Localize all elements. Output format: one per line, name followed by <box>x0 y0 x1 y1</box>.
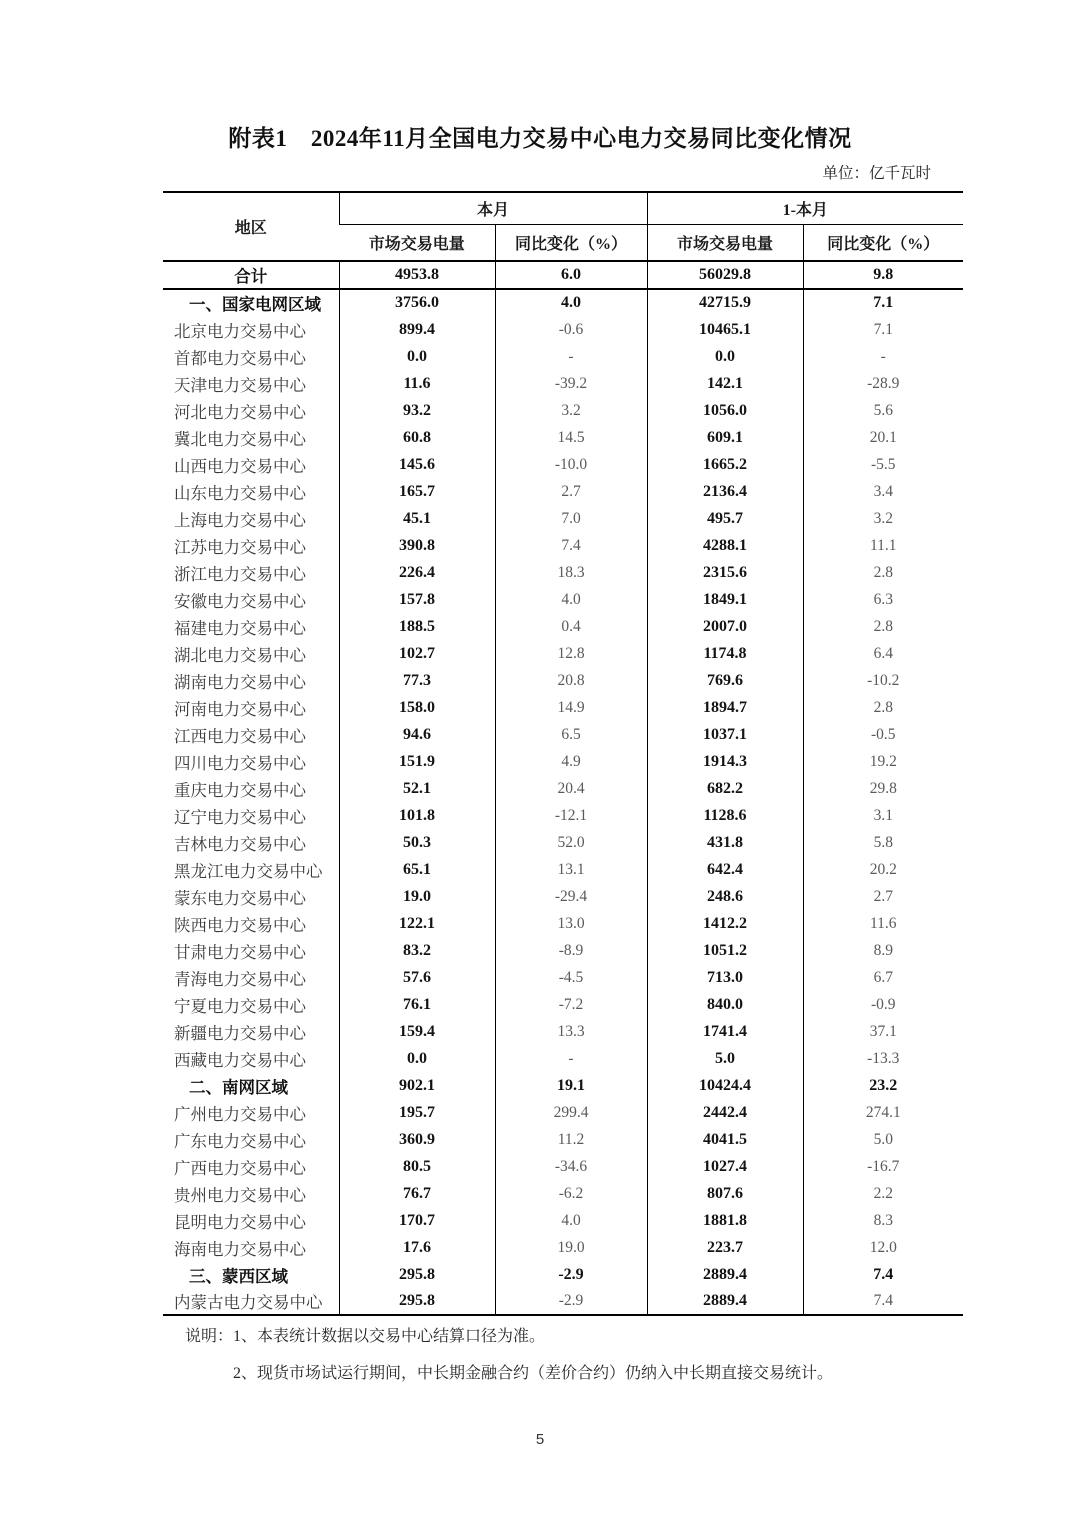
table-row <box>163 721 963 748</box>
region-name: 甘肃电力交易中心 <box>174 942 306 962</box>
volume-value: 10424.4 <box>647 1072 803 1099</box>
volume-value: 807.6 <box>647 1180 803 1207</box>
volume-value: 159.4 <box>339 1018 495 1045</box>
region-name: 青海电力交易中心 <box>174 969 306 989</box>
yoy-value: -34.6 <box>495 1153 647 1180</box>
table-row <box>163 1045 963 1072</box>
region-name: 黑龙江电力交易中心 <box>174 861 323 881</box>
yoy-value: 20.1 <box>803 424 963 451</box>
yoy-value: -5.5 <box>803 451 963 478</box>
volume-value: 899.4 <box>339 316 495 343</box>
yoy-value: 23.2 <box>803 1072 963 1099</box>
volume-value: 1174.8 <box>647 640 803 667</box>
yoy-value: -39.2 <box>495 370 647 397</box>
volume-value: 60.8 <box>339 424 495 451</box>
region-name: 湖北电力交易中心 <box>174 645 306 665</box>
volume-value: 495.7 <box>647 505 803 532</box>
table-row <box>163 667 963 694</box>
yoy-value: -0.5 <box>803 721 963 748</box>
region-name: 上海电力交易中心 <box>174 510 306 530</box>
region-name: 山西电力交易中心 <box>174 456 306 476</box>
volume-value: 769.6 <box>647 667 803 694</box>
volume-value: 1914.3 <box>647 748 803 775</box>
volume-value: 19.0 <box>339 883 495 910</box>
yoy-value: -12.1 <box>495 802 647 829</box>
volume-value: 170.7 <box>339 1207 495 1234</box>
yoy-value: 6.3 <box>803 586 963 613</box>
region-name: 冀北电力交易中心 <box>174 429 306 449</box>
volume-value: 158.0 <box>339 694 495 721</box>
yoy-value: 2.2 <box>803 1180 963 1207</box>
volume-value: 226.4 <box>339 559 495 586</box>
region-name: 河北电力交易中心 <box>174 402 306 422</box>
table-row <box>163 370 963 397</box>
yoy-value: -6.2 <box>495 1180 647 1207</box>
table-row <box>163 343 963 370</box>
region-name: 安徽电力交易中心 <box>174 591 306 611</box>
region-name: 浙江电力交易中心 <box>174 564 306 584</box>
yoy-value: 20.2 <box>803 856 963 883</box>
volume-value: 609.1 <box>647 424 803 451</box>
yoy-value: 9.8 <box>803 261 963 289</box>
volume-value: 165.7 <box>339 478 495 505</box>
table-row <box>163 829 963 856</box>
column-header-volume-current: 市场交易电量 <box>339 224 495 261</box>
volume-value: 390.8 <box>339 532 495 559</box>
volume-value: 0.0 <box>647 343 803 370</box>
volume-value: 295.8 <box>339 1288 495 1315</box>
region-name: 海南电力交易中心 <box>174 1239 306 1259</box>
region-name: 二、南网区域 <box>189 1077 288 1097</box>
volume-value: 2442.4 <box>647 1099 803 1126</box>
region-name: 吉林电力交易中心 <box>174 834 306 854</box>
table-row <box>163 1234 963 1261</box>
page-number: 5 <box>535 1431 545 1448</box>
region-name: 天津电力交易中心 <box>174 375 306 395</box>
yoy-value: 0.4 <box>495 613 647 640</box>
table-row <box>163 991 963 1018</box>
volume-value: 11.6 <box>339 370 495 397</box>
yoy-value: 7.4 <box>803 1261 963 1288</box>
yoy-value: 29.8 <box>803 775 963 802</box>
volume-value: 1027.4 <box>647 1153 803 1180</box>
yoy-value: 274.1 <box>803 1099 963 1126</box>
region-name: 福建电力交易中心 <box>174 618 306 638</box>
volume-value: 2315.6 <box>647 559 803 586</box>
footnote-line-1: 说明：1、本表统计数据以交易中心结算口径为准。 <box>185 1328 546 1345</box>
table-row <box>163 910 963 937</box>
volume-value: 83.2 <box>339 937 495 964</box>
column-header-region: 地区 <box>163 192 339 261</box>
table-row <box>163 1153 963 1180</box>
yoy-value: -10.2 <box>803 667 963 694</box>
yoy-value: - <box>495 1045 647 1072</box>
volume-value: 50.3 <box>339 829 495 856</box>
volume-value: 122.1 <box>339 910 495 937</box>
table-row <box>163 964 963 991</box>
volume-value: 0.0 <box>339 343 495 370</box>
table-container <box>163 161 963 1316</box>
yoy-value: 7.0 <box>495 505 647 532</box>
table-row <box>163 640 963 667</box>
column-header-volume-cumulative: 市场交易电量 <box>647 224 803 261</box>
table-row <box>163 937 963 964</box>
yoy-value: 2.8 <box>803 613 963 640</box>
table-row <box>163 613 963 640</box>
volume-value: 223.7 <box>647 1234 803 1261</box>
region-name: 陕西电力交易中心 <box>174 915 306 935</box>
volume-value: 2007.0 <box>647 613 803 640</box>
region-name: 贵州电力交易中心 <box>174 1185 306 1205</box>
volume-value: 642.4 <box>647 856 803 883</box>
volume-value: 76.1 <box>339 991 495 1018</box>
volume-value: 1412.2 <box>647 910 803 937</box>
yoy-value: 6.0 <box>495 261 647 289</box>
column-group-cumulative: 1-本月 <box>647 192 963 224</box>
yoy-value: 19.2 <box>803 748 963 775</box>
document-page <box>0 120 1080 1527</box>
table-row <box>163 694 963 721</box>
region-name: 北京电力交易中心 <box>174 321 306 341</box>
column-header-yoy-current: 同比变化（%） <box>495 224 647 261</box>
volume-value: 1849.1 <box>647 586 803 613</box>
yoy-value: - <box>803 343 963 370</box>
volume-value: 17.6 <box>339 1234 495 1261</box>
table-row <box>163 316 963 343</box>
table-row <box>163 775 963 802</box>
table-row <box>163 1261 963 1288</box>
volume-value: 682.2 <box>647 775 803 802</box>
yoy-value: -29.4 <box>495 883 647 910</box>
yoy-value: 4.0 <box>495 1207 647 1234</box>
volume-value: 2889.4 <box>647 1288 803 1315</box>
yoy-value: -28.9 <box>803 370 963 397</box>
volume-value: 1128.6 <box>647 802 803 829</box>
table-row <box>163 261 963 289</box>
region-name: 三、蒙西区域 <box>189 1266 288 1286</box>
region-name: 江苏电力交易中心 <box>174 537 306 557</box>
table-row <box>163 397 963 424</box>
table-row <box>163 478 963 505</box>
table-row <box>163 1126 963 1153</box>
volume-value: 151.9 <box>339 748 495 775</box>
region-name: 新疆电力交易中心 <box>174 1023 306 1043</box>
volume-value: 102.7 <box>339 640 495 667</box>
yoy-value: 19.0 <box>495 1234 647 1261</box>
volume-value: 713.0 <box>647 964 803 991</box>
yoy-value: 13.1 <box>495 856 647 883</box>
yoy-value: -0.6 <box>495 316 647 343</box>
table-row <box>163 1072 963 1099</box>
volume-value: 1741.4 <box>647 1018 803 1045</box>
volume-value: 5.0 <box>647 1045 803 1072</box>
unit-label: 单位：亿千瓦时 <box>822 165 931 182</box>
volume-value: 56029.8 <box>647 261 803 289</box>
volume-value: 94.6 <box>339 721 495 748</box>
volume-value: 101.8 <box>339 802 495 829</box>
volume-value: 80.5 <box>339 1153 495 1180</box>
table-row <box>163 802 963 829</box>
yoy-value: 3.1 <box>803 802 963 829</box>
volume-value: 195.7 <box>339 1099 495 1126</box>
table-row <box>163 1018 963 1045</box>
table-row <box>163 424 963 451</box>
yoy-value: 18.3 <box>495 559 647 586</box>
column-group-current-month: 本月 <box>339 192 647 224</box>
yoy-value: 4.0 <box>495 586 647 613</box>
yoy-value: 52.0 <box>495 829 647 856</box>
yoy-value: 7.1 <box>803 289 963 316</box>
region-name: 广东电力交易中心 <box>174 1131 306 1151</box>
region-name: 首都电力交易中心 <box>174 348 306 368</box>
table-row <box>163 505 963 532</box>
region-name: 合计 <box>163 261 339 289</box>
yoy-value: 11.6 <box>803 910 963 937</box>
yoy-value: 11.2 <box>495 1126 647 1153</box>
volume-value: 1037.1 <box>647 721 803 748</box>
yoy-value: 6.5 <box>495 721 647 748</box>
yoy-value: 12.8 <box>495 640 647 667</box>
yoy-value: -13.3 <box>803 1045 963 1072</box>
column-header-yoy-cumulative: 同比变化（%） <box>803 224 963 261</box>
yoy-value: 4.9 <box>495 748 647 775</box>
yoy-value: 20.4 <box>495 775 647 802</box>
yoy-value: 14.5 <box>495 424 647 451</box>
yoy-value: 14.9 <box>495 694 647 721</box>
volume-value: 4953.8 <box>339 261 495 289</box>
yoy-value: 19.1 <box>495 1072 647 1099</box>
volume-value: 2889.4 <box>647 1261 803 1288</box>
volume-value: 248.6 <box>647 883 803 910</box>
volume-value: 1665.2 <box>647 451 803 478</box>
volume-value: 157.8 <box>339 586 495 613</box>
volume-value: 295.8 <box>339 1261 495 1288</box>
yoy-value: -0.9 <box>803 991 963 1018</box>
volume-value: 57.6 <box>339 964 495 991</box>
region-name: 宁夏电力交易中心 <box>174 996 306 1016</box>
power-trading-table <box>163 191 963 1316</box>
volume-value: 902.1 <box>339 1072 495 1099</box>
yoy-value: 2.7 <box>495 478 647 505</box>
yoy-value: -8.9 <box>495 937 647 964</box>
table-body <box>163 261 963 1315</box>
volume-value: 52.1 <box>339 775 495 802</box>
table-row <box>163 559 963 586</box>
volume-value: 431.8 <box>647 829 803 856</box>
table-row <box>163 586 963 613</box>
yoy-value: 5.0 <box>803 1126 963 1153</box>
table-row <box>163 532 963 559</box>
yoy-value: -7.2 <box>495 991 647 1018</box>
yoy-value: 3.2 <box>495 397 647 424</box>
volume-value: 360.9 <box>339 1126 495 1153</box>
volume-value: 10465.1 <box>647 316 803 343</box>
region-name: 河南电力交易中心 <box>174 699 306 719</box>
yoy-value: 4.0 <box>495 289 647 316</box>
region-name: 辽宁电力交易中心 <box>174 807 306 827</box>
table-row <box>163 883 963 910</box>
volume-value: 65.1 <box>339 856 495 883</box>
volume-value: 4288.1 <box>647 532 803 559</box>
volume-value: 1881.8 <box>647 1207 803 1234</box>
volume-value: 4041.5 <box>647 1126 803 1153</box>
yoy-value: 2.8 <box>803 559 963 586</box>
yoy-value: 6.7 <box>803 964 963 991</box>
yoy-value: 299.4 <box>495 1099 647 1126</box>
region-name: 广州电力交易中心 <box>174 1104 306 1124</box>
yoy-value: -10.0 <box>495 451 647 478</box>
page-title: 附表1 2024年11月全国电力交易中心电力交易同比变化情况 <box>228 126 852 151</box>
table-row <box>163 748 963 775</box>
volume-value: 0.0 <box>339 1045 495 1072</box>
table-header <box>163 192 963 261</box>
volume-value: 840.0 <box>647 991 803 1018</box>
table-row <box>163 1180 963 1207</box>
region-name: 内蒙古电力交易中心 <box>174 1293 323 1312</box>
volume-value: 188.5 <box>339 613 495 640</box>
footnotes <box>185 1326 1065 1385</box>
yoy-value: 7.1 <box>803 316 963 343</box>
yoy-value: 13.0 <box>495 910 647 937</box>
volume-value: 3756.0 <box>339 289 495 316</box>
yoy-value: 11.1 <box>803 532 963 559</box>
yoy-value: 12.0 <box>803 1234 963 1261</box>
region-name: 四川电力交易中心 <box>174 753 306 773</box>
yoy-value: 20.8 <box>495 667 647 694</box>
table-row <box>163 289 963 316</box>
volume-value: 2136.4 <box>647 478 803 505</box>
volume-value: 1051.2 <box>647 937 803 964</box>
region-name: 江西电力交易中心 <box>174 726 306 746</box>
yoy-value: 2.7 <box>803 883 963 910</box>
table-row <box>163 856 963 883</box>
yoy-value: 8.9 <box>803 937 963 964</box>
table-row <box>163 1207 963 1234</box>
yoy-value: 5.8 <box>803 829 963 856</box>
region-name: 西藏电力交易中心 <box>174 1050 306 1070</box>
yoy-value: 37.1 <box>803 1018 963 1045</box>
region-name: 昆明电力交易中心 <box>174 1212 306 1232</box>
yoy-value: 7.4 <box>803 1288 963 1315</box>
table-row <box>163 1288 963 1315</box>
yoy-value: 2.8 <box>803 694 963 721</box>
volume-value: 145.6 <box>339 451 495 478</box>
volume-value: 76.7 <box>339 1180 495 1207</box>
yoy-value: -2.9 <box>495 1261 647 1288</box>
yoy-value: -4.5 <box>495 964 647 991</box>
volume-value: 1894.7 <box>647 694 803 721</box>
yoy-value: -2.9 <box>495 1288 647 1315</box>
volume-value: 1056.0 <box>647 397 803 424</box>
yoy-value: 6.4 <box>803 640 963 667</box>
yoy-value: 3.2 <box>803 505 963 532</box>
yoy-value: - <box>495 343 647 370</box>
region-name: 一、国家电网区域 <box>189 295 321 314</box>
yoy-value: 13.3 <box>495 1018 647 1045</box>
volume-value: 142.1 <box>647 370 803 397</box>
yoy-value: 8.3 <box>803 1207 963 1234</box>
region-name: 湖南电力交易中心 <box>174 672 306 692</box>
yoy-value: 3.4 <box>803 478 963 505</box>
volume-value: 45.1 <box>339 505 495 532</box>
table-row <box>163 451 963 478</box>
volume-value: 42715.9 <box>647 289 803 316</box>
yoy-value: -16.7 <box>803 1153 963 1180</box>
region-name: 重庆电力交易中心 <box>174 780 306 800</box>
region-name: 广西电力交易中心 <box>174 1158 306 1178</box>
footnote-line-2: 2、现货市场试运行期间，中长期金融合约（差价合约）仍纳入中长期直接交易统计。 <box>233 1365 834 1382</box>
volume-value: 93.2 <box>339 397 495 424</box>
yoy-value: 5.6 <box>803 397 963 424</box>
region-name: 山东电力交易中心 <box>174 483 306 503</box>
table-row <box>163 1099 963 1126</box>
volume-value: 77.3 <box>339 667 495 694</box>
yoy-value: 7.4 <box>495 532 647 559</box>
region-name: 蒙东电力交易中心 <box>174 888 306 908</box>
